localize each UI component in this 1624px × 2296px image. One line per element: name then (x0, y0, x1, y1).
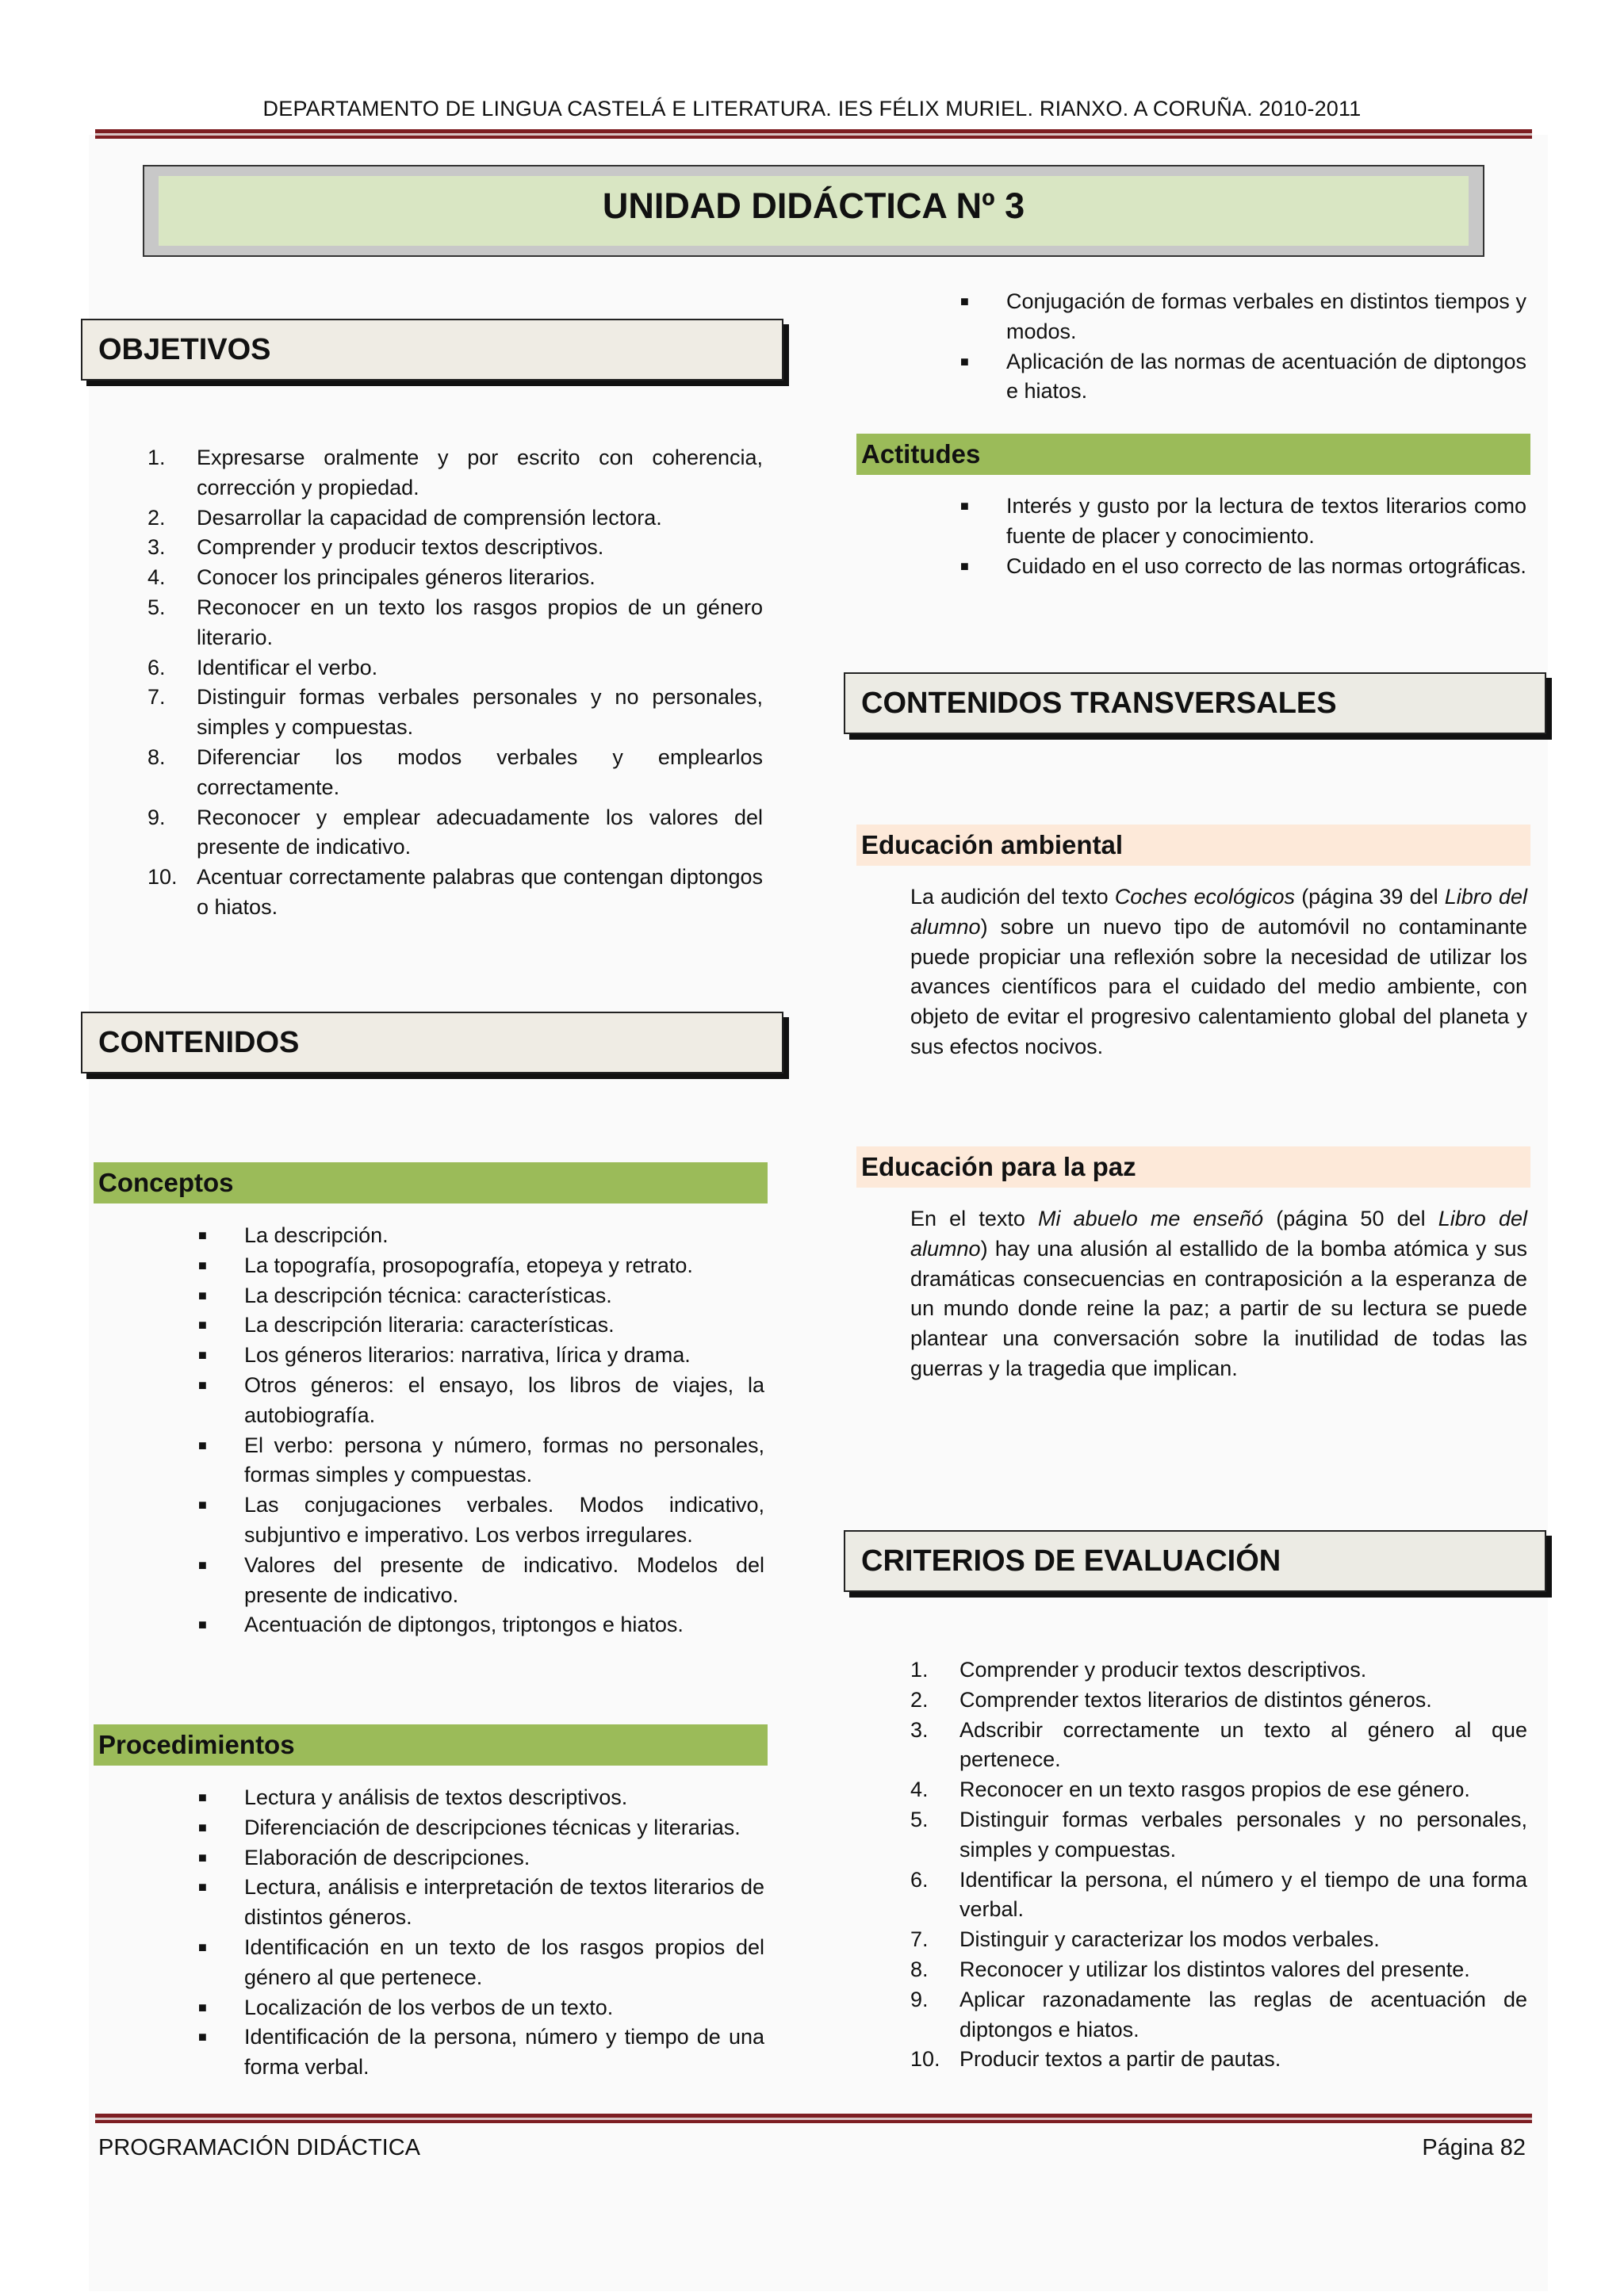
list-number: 2. (147, 505, 166, 530)
footer-rule (95, 2114, 1532, 2123)
list-item-text: Lectura y análisis de textos descriptivos. (244, 1785, 628, 1809)
list-item-text: Reconocer en un texto los rasgos propios de un género literario. (197, 595, 763, 649)
list-item (959, 492, 1526, 552)
list-item-text: Identificar la persona, el número y el tiempo de una forma verbal. (959, 1867, 1527, 1922)
list-item (147, 743, 763, 803)
list-item-text: Acentuar correctamente palabras que contengan diptongos o hiatos. (197, 865, 763, 919)
actitudes-list (959, 492, 1526, 581)
list-item (197, 1371, 764, 1431)
list-item-text: Distinguir formas verbales personales y no personales, simples y compuestas. (959, 1807, 1527, 1862)
unit-title: UNIDAD DIDÁCTICA Nº 3 (602, 186, 1025, 226)
subsection-actitudes: Actitudes (856, 434, 1530, 475)
list-item (910, 1925, 1527, 1955)
list-item (197, 1221, 764, 1251)
list-item-text: Identificación de la persona, número y tiempo de una forma verbal. (244, 2025, 764, 2080)
list-item (197, 1813, 764, 1843)
list-item-text: Elaboración de descripciones. (244, 1845, 530, 1869)
list-item-text: Conocer los principales géneros literarios. (197, 565, 596, 590)
list-item-text: Interés y gusto por la lectura de textos literarios como fuente de placer y conocimiento. (1006, 494, 1526, 548)
list-item-text: Diferenciar los modos verbales y emplearlos correctamente. (197, 744, 763, 799)
bullet-icon: ■ (960, 498, 969, 514)
list-item (147, 563, 763, 593)
list-item-text: Identificar el verbo. (197, 655, 378, 679)
section-contenidos: CONTENIDOS (81, 1012, 783, 1073)
list-item-text: Reconocer en un texto rasgos propios de ese género. (959, 1777, 1470, 1802)
list-item-text: Otros géneros: el ensayo, los libros de viajes, la autobiografía. (244, 1372, 764, 1427)
bullet-icon: ■ (198, 1849, 207, 1866)
list-item (910, 1655, 1527, 1686)
list-item-text: Reconocer y utilizar los distintos valores del presente. (959, 1957, 1470, 1981)
list-item-text: Acentuación de diptongos, triptongos e hiatos. (244, 1613, 684, 1637)
list-item-text: Los géneros literarios: narrativa, lírica y drama. (244, 1343, 691, 1368)
list-item (197, 2022, 764, 2083)
list-item-text: La descripción técnica: características. (244, 1283, 612, 1307)
list-number: 8. (910, 1957, 929, 1981)
list-number: 5. (147, 595, 166, 619)
list-item-text: Comprender y producir textos descriptivos. (959, 1658, 1367, 1682)
list-item-text: Adscribir correctamente un texto al género al que pertenece. (959, 1717, 1527, 1772)
list-number: 1. (147, 446, 166, 469)
list-number: 8. (147, 744, 166, 769)
bullet-icon: ■ (198, 1437, 207, 1453)
list-number: 7. (147, 685, 166, 710)
educacion-paz-text: En el texto Mi abuelo me enseñó (página 50 del Libro del alumno) hay una alusión al estallido de la bomba atómica y sus dramáticas consecuencias en contraposición a la esperanza de un mundo donde reine la paz; a partir de su lectura se puede plantear una conversación sobre la inutilidad de todas las guerras y la tragedia que implican. (910, 1207, 1527, 1380)
list-number: 9. (910, 1987, 929, 2011)
list-item-text: Conjugación de formas verbales en distintos tiempos y modos. (1006, 289, 1526, 343)
list-number: 7. (910, 1927, 929, 1952)
list-item-text: Aplicar razonadamente las reglas de acentuación de diptongos e hiatos. (959, 1987, 1527, 2042)
list-item (910, 1686, 1527, 1716)
list-item (197, 1490, 764, 1551)
page-number: Página 82 (1422, 2135, 1526, 2160)
section-objetivos: OBJETIVOS (81, 319, 783, 381)
list-item-text: Comprender textos literarios de distintos géneros. (959, 1687, 1432, 1712)
list-number: 3. (147, 535, 166, 560)
unit-title-box (143, 165, 1484, 257)
list-item (147, 533, 763, 563)
list-item (959, 552, 1526, 582)
list-item-text: La topografía, prosopografía, etopeya y retrato. (244, 1253, 693, 1277)
list-item (910, 1805, 1527, 1866)
list-item-text: Aplicación de las normas de acentuación de diptongos e hiatos. (1006, 349, 1526, 404)
list-item-text: La descripción. (244, 1223, 389, 1247)
header-rule (95, 129, 1532, 139)
list-item (959, 347, 1526, 408)
list-item (147, 503, 763, 534)
procedimientos-list (197, 1783, 764, 2083)
list-item (147, 593, 763, 653)
bullet-icon: ■ (198, 1879, 207, 1896)
list-item-text: El verbo: persona y número, formas no personales, formas simples y compuestas. (244, 1433, 764, 1487)
bullet-icon: ■ (960, 557, 969, 574)
bullet-icon: ■ (198, 1999, 207, 2015)
list-item (910, 2045, 1527, 2075)
list-item (147, 443, 763, 503)
bullet-icon: ■ (198, 1789, 207, 1805)
list-item-text: Lectura, análisis e interpretación de textos literarios de distintos géneros. (244, 1875, 764, 1930)
bullet-icon: ■ (198, 1819, 207, 1835)
subsection-educacion-paz: Educación para la paz (856, 1146, 1530, 1188)
section-transversales: CONTENIDOS TRANSVERSALES (844, 672, 1546, 734)
conceptos-list (197, 1221, 764, 1640)
bullet-icon: ■ (198, 1497, 207, 1513)
list-item-text: Cuidado en el uso correcto de las normas ortográficas. (1006, 553, 1526, 578)
list-item-text: Identificación en un texto de los rasgos propios del género al que pertenece. (244, 1934, 764, 1989)
list-number: 5. (910, 1807, 929, 1831)
list-number: 9. (147, 805, 166, 829)
list-item (910, 1775, 1527, 1805)
page-header: DEPARTAMENTO DE LINGUA CASTELÁ E LITERATURA. IES FÉLIX MURIEL. RIANXO. A CORUÑA. 2010-2011 (262, 97, 1362, 121)
list-item (197, 1341, 764, 1371)
bullet-icon: ■ (198, 1257, 207, 1273)
footer-title: PROGRAMACIÓN DIDÁCTICA (98, 2135, 421, 2160)
criterios-list (910, 1655, 1527, 2075)
bullet-icon: ■ (198, 1938, 207, 1955)
list-item (147, 653, 763, 683)
list-item-text: Las conjugaciones verbales. Modos indicativo, subjuntivo e imperativo. Los verbos irregulares. (244, 1493, 764, 1547)
list-item-text: Expresarse oralmente y por escrito con coherencia, corrección y propiedad. (197, 446, 763, 499)
list-item-text: Desarrollar la capacidad de comprensión lectora. (197, 505, 662, 530)
bullet-icon: ■ (198, 1556, 207, 1573)
list-item (197, 1311, 764, 1341)
list-item (147, 863, 763, 923)
list-item-text: Distinguir formas verbales personales y no personales, simples y compuestas. (197, 685, 763, 740)
list-item (910, 1985, 1527, 2045)
list-number: 10. (147, 865, 178, 890)
list-item-text: Valores del presente de indicativo. Modelos del presente de indicativo. (244, 1552, 764, 1607)
list-item (197, 1551, 764, 1611)
list-item (147, 803, 763, 863)
educacion-ambiental-text: La audición del texto Coches ecológicos (página 39 del Libro del alumno) sobre un nuevo tipo de automóvil no contaminante puede propiciar una reflexión sobre la necesidad de utilizar los avances científicos para el cuidado del medio ambiente, con objeto de evitar el progresivo calentamiento global del planeta y sus efectos nocivos. (910, 885, 1527, 1058)
list-item (197, 1993, 764, 2023)
bullet-icon: ■ (198, 1376, 207, 1393)
list-number: 3. (910, 1717, 929, 1742)
list-item (197, 1251, 764, 1281)
bullet-icon: ■ (198, 1227, 207, 1243)
list-item-text: Localización de los verbos de un texto. (244, 1995, 614, 2019)
list-item (959, 287, 1526, 347)
list-item (197, 1783, 764, 1813)
list-item-text: Producir textos a partir de pautas. (959, 2047, 1281, 2072)
list-item-text: La descripción literaria: características. (244, 1313, 615, 1337)
subsection-procedimientos: Procedimientos (94, 1724, 768, 1766)
bullet-icon: ■ (198, 2029, 207, 2045)
list-number: 10. (910, 2047, 940, 2072)
procedimientos-list-continued (959, 287, 1526, 407)
list-item (197, 1843, 764, 1873)
list-number: 4. (147, 565, 166, 590)
list-item (197, 1873, 764, 1933)
list-item-text: Distinguir y caracterizar los modos verbales. (959, 1927, 1380, 1952)
list-item (910, 1955, 1527, 1985)
list-number: 4. (910, 1777, 929, 1802)
list-item (197, 1431, 764, 1491)
list-item-text: Reconocer y emplear adecuadamente los valores del presente de indicativo. (197, 805, 763, 859)
subsection-educacion-ambiental: Educación ambiental (856, 825, 1530, 866)
list-item (910, 1716, 1527, 1776)
list-item-text: Comprender y producir textos descriptivos. (197, 535, 604, 560)
list-item (147, 683, 763, 743)
list-number: 6. (910, 1867, 929, 1892)
list-number: 1. (910, 1658, 929, 1682)
bullet-icon: ■ (960, 353, 969, 369)
objetivos-list (147, 443, 763, 923)
bullet-icon: ■ (960, 293, 969, 309)
bullet-icon: ■ (198, 1317, 207, 1334)
list-item (197, 1281, 764, 1311)
list-number: 2. (910, 1687, 929, 1712)
section-criterios: CRITERIOS DE EVALUACIÓN (844, 1530, 1546, 1592)
list-item (197, 1610, 764, 1640)
list-item-text: Diferenciación de descripciones técnicas y literarias. (244, 1815, 741, 1839)
list-item (910, 1866, 1527, 1926)
bullet-icon: ■ (198, 1347, 207, 1364)
subsection-conceptos: Conceptos (94, 1162, 768, 1203)
bullet-icon: ■ (198, 1617, 207, 1633)
bullet-icon: ■ (198, 1287, 207, 1303)
list-item (197, 1933, 764, 1993)
list-number: 6. (147, 655, 166, 679)
